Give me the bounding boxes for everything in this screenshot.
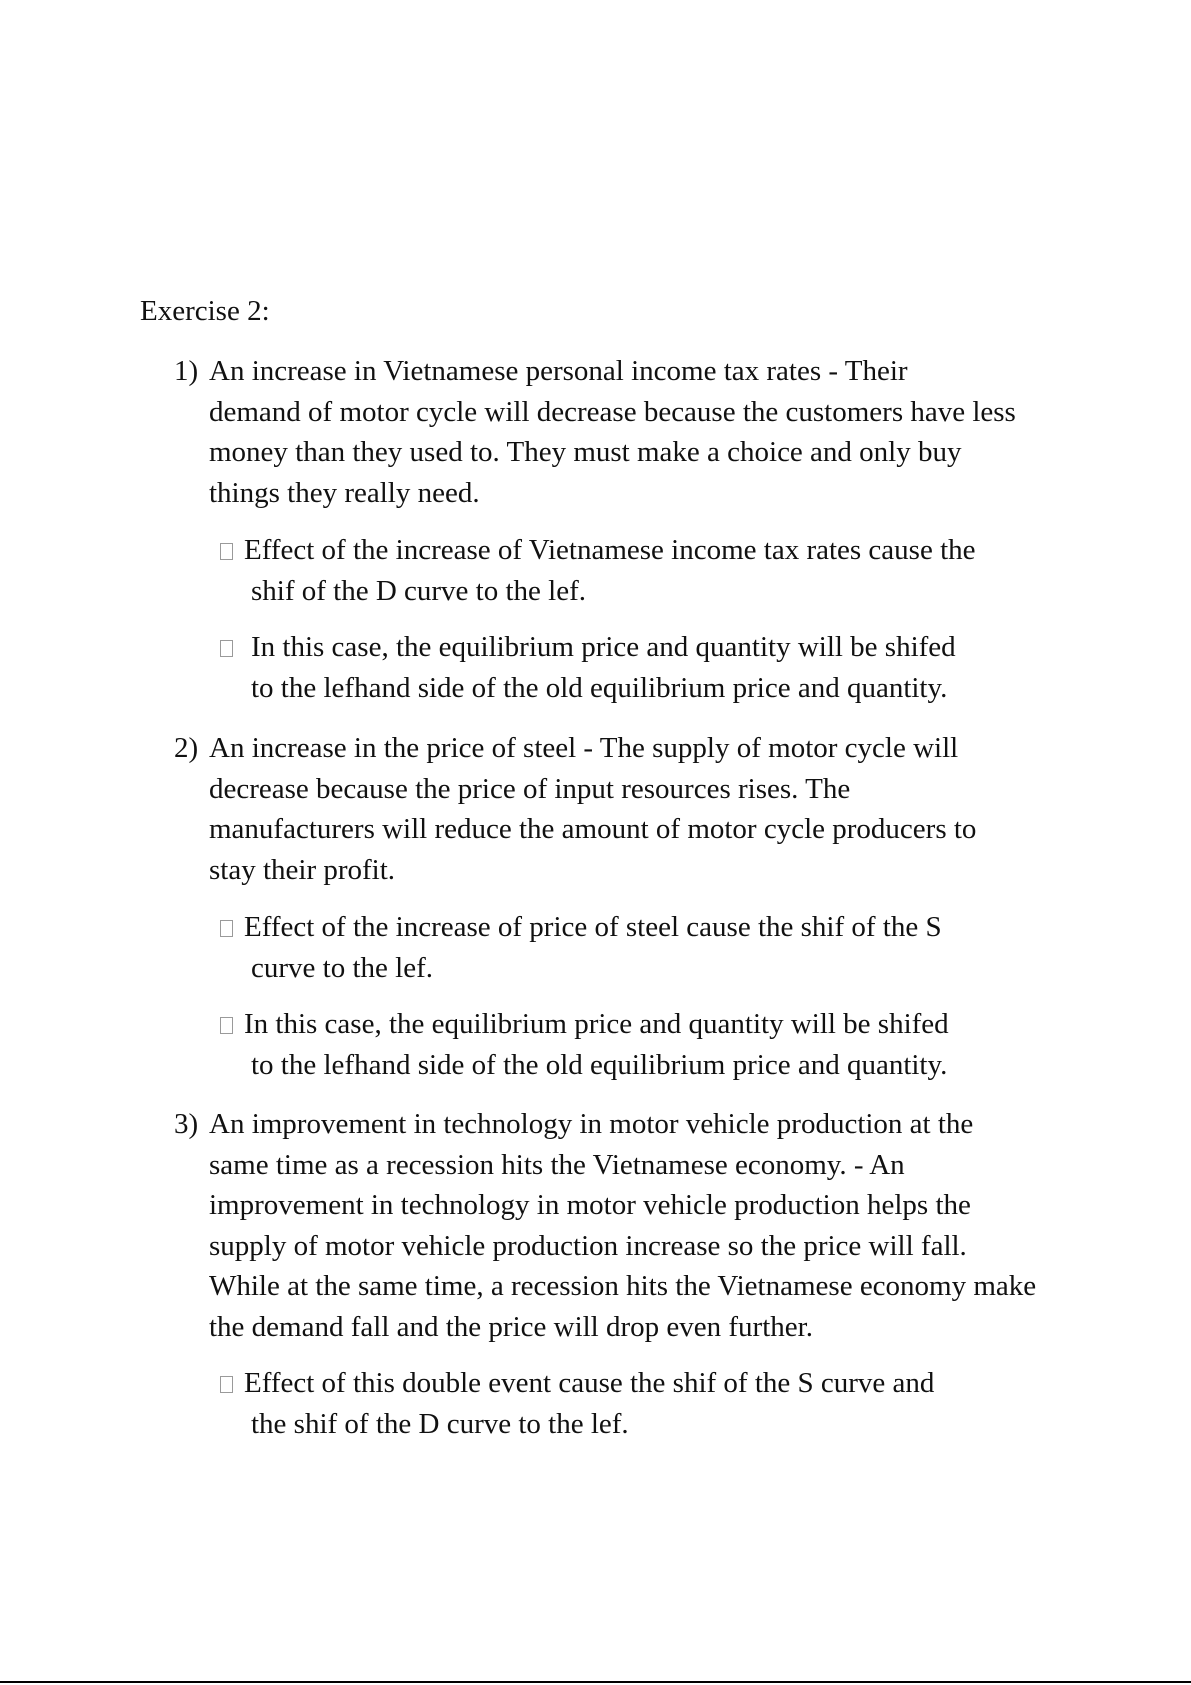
bullet-item	[218, 627, 1138, 708]
bullet-item	[218, 1004, 1138, 1085]
bullet-text-line: Effect of this double event cause the shif of the S curve and	[244, 1367, 935, 1399]
item-number: 3)	[174, 1108, 199, 1140]
bullet-text-line: Effect of the increase of Vietnamese income tax rates cause the	[244, 534, 976, 566]
list-item-3	[174, 1104, 1134, 1347]
item-text-line: An increase in Vietnamese personal income tax rates - Their	[209, 355, 908, 387]
bullet-text-line: In this case, the equilibrium price and quantity will be shifed	[244, 1008, 949, 1040]
bullet-item	[218, 530, 1138, 611]
bullet-text-rest: to the lefhand side of the old equilibrium price and quantity.	[251, 1048, 948, 1081]
page-bottom-rule	[0, 1681, 1191, 1683]
item-text-line: An increase in the price of steel - The supply of motor cycle will	[209, 732, 959, 764]
bullet-box-icon	[220, 1017, 233, 1034]
bullet-box-icon	[220, 543, 233, 560]
bullet-box-icon	[220, 1376, 233, 1393]
bullet-text-rest: shif of the D curve to the lef.	[251, 574, 587, 607]
list-item-2	[174, 728, 1134, 890]
bullet-item	[218, 907, 1138, 988]
bullet-text-rest: curve to the lef.	[251, 951, 433, 984]
item-number: 1)	[174, 355, 199, 387]
item-text-rest: same time as a recession hits the Vietnamese economy. - An improvement in technology in motor vehicle production helps the supply of motor vehicle production increase so the price will fall. While at the same time, a recession hits the Vietnamese economy make the demand fall and the price will drop even further.	[209, 1148, 1037, 1343]
item-number: 2)	[174, 732, 199, 764]
bullet-text-rest: to the lefhand side of the old equilibrium price and quantity.	[251, 671, 948, 704]
item-text-rest: demand of motor cycle will decrease because the customers have less money than they used to. They must make a choice and only buy things they really need.	[209, 395, 1016, 509]
item-text-line: An improvement in technology in motor vehicle production at the	[209, 1108, 974, 1140]
bullet-item	[218, 1363, 1138, 1444]
bullet-text-line: In this case, the equilibrium price and quantity will be shifed	[251, 631, 956, 663]
bullet-text-line: Effect of the increase of price of steel cause the shif of the S	[244, 911, 942, 943]
exercise-title: Exercise 2:	[140, 295, 270, 327]
list-item-1	[174, 351, 1134, 513]
bullet-text-rest: the shif of the D curve to the lef.	[251, 1407, 629, 1440]
bullet-box-icon	[220, 920, 233, 937]
item-text-rest: decrease because the price of input resources rises. The manufacturers will reduce the amount of motor cycle producers to stay their profit.	[209, 772, 977, 886]
bullet-box-icon	[220, 640, 233, 657]
